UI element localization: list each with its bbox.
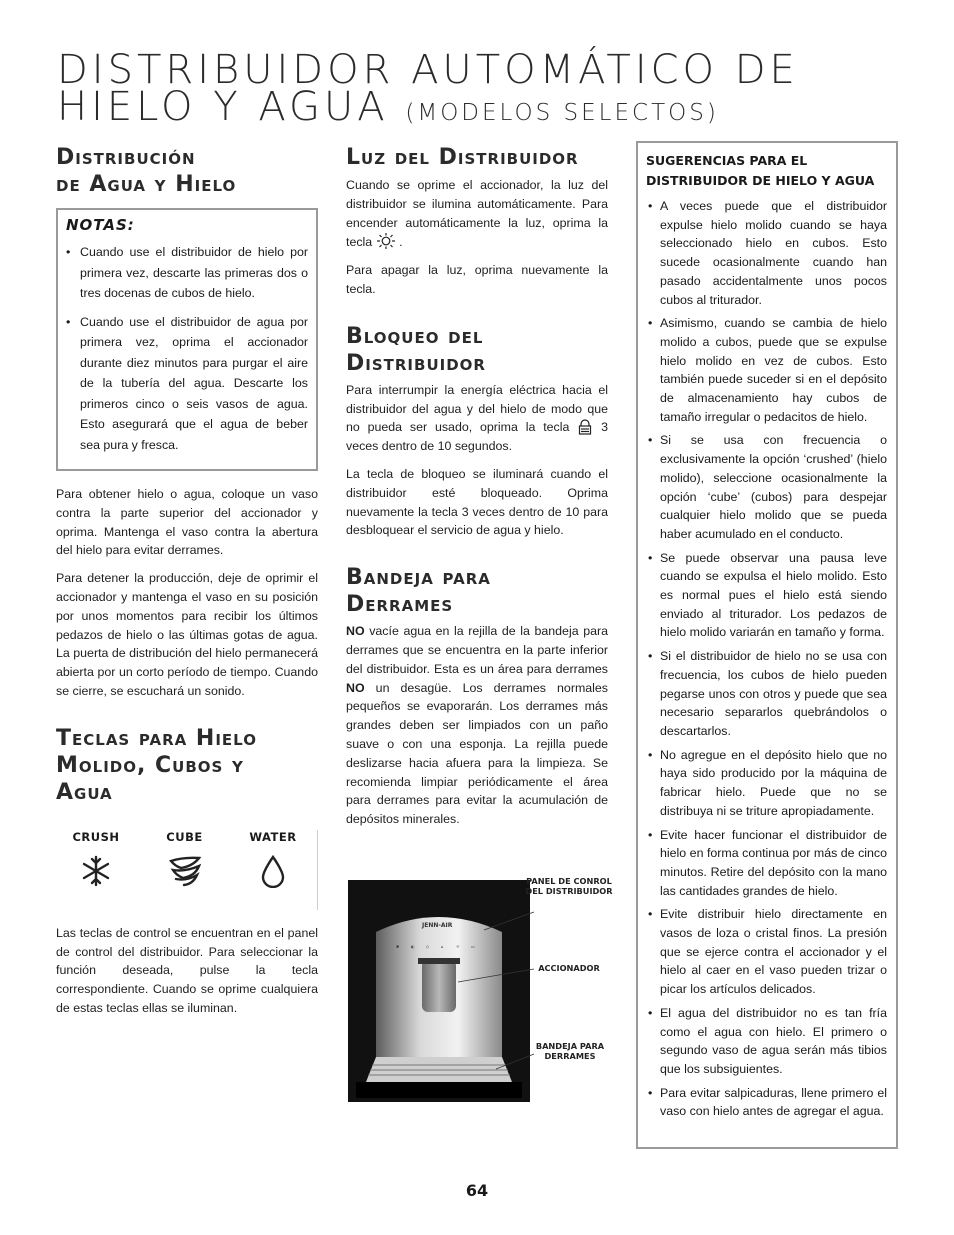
paragraph: Para interrumpir la energía eléctrica hacia el distribuidor del agua y del hielo de modo que no pueda ser usado, oprima la tecla 3 veces dentro de 10 segundos. <box>346 382 608 454</box>
callout-accionador: ACCIONADOR <box>538 963 600 973</box>
svg-text:☼: ☼ <box>456 944 460 949</box>
page-number: 64 <box>465 1181 489 1200</box>
snowflake-icon <box>79 854 113 888</box>
water-key-label: WATER <box>249 829 297 844</box>
lock-icon <box>577 419 593 435</box>
title-subtitle: (MODELOS SELECTOS) <box>405 100 719 126</box>
dispenser-keys <box>56 830 318 910</box>
column-1 <box>56 144 318 1027</box>
paragraph: NO vacíe agua en la rejilla de la bandeja para derrames que se encuentra en la parte inferior del distribuidor. Esta es un área para derrames NO un desagüe. Los derrames normales pequeños se evaporarán. Los derrames más grandes deben ser limpiados con un paño suave o con una esponja. La rejilla puede deslizarse hacia afuera para la limpieza. Se recomienda limpiar periódicamente el área para derrames para evitar la acumulación de depósitos minerales. <box>346 624 608 827</box>
crush-key-label: CRUSH <box>72 829 120 844</box>
tip-item: • Evite distribuir hielo directamente en vasos de loza o cristal finos. La presión que se ejerce contra el accionador y el hielo al caer en el vaso pueden trizar o picar los artículos delicados. <box>646 905 887 999</box>
callout-bandeja: BANDEJA PARA DERRAMES <box>535 1041 605 1061</box>
notes-title: NOTAS: <box>66 216 135 234</box>
heading-bandeja: Bandeja para Derrames <box>346 565 491 618</box>
heading-luz: Luz del Distribuidor <box>346 145 579 170</box>
tip-item: • Si el distribuidor de hielo no se usa con frecuencia, los cubos de hielo pueden pegarse unos con otros y puede que sea necesario separarlos quebrándolos o descartarlos. <box>646 647 887 741</box>
notes-box <box>56 208 318 471</box>
cube-key[interactable] <box>145 830 225 910</box>
title-line-1: DISTRIBUIDOR AUTOMÁTICO DE <box>57 47 799 93</box>
heading-bloqueo: Bloqueo del Distribuidor <box>346 323 486 376</box>
paragraph: La tecla de bloqueo se iluminará cuando el distribuidor esté bloqueado. Oprima nuevamente la tecla 3 veces dentro de 10 para desbloquear el servicio de agua y hielo. <box>346 466 608 538</box>
water-key[interactable] <box>233 830 313 910</box>
svg-text:◇: ◇ <box>426 944 430 949</box>
paragraph: Para detener la producción, deje de oprimir el accionador y mantenga el vaso en su posición por unos momentos para recibir los últimos pedazos de hielo o las últimas gotas de agua. La puerta de distribución del hielo permanecerá abierta por un corto período de tiempo. Cuando se cierre, se escuchará un sonido. <box>56 571 318 698</box>
heading-distribucion: Distribución de Agua y Hielo <box>56 145 237 197</box>
callout-panel: PANEL DE CONROL DEL DISTRIBUIDOR <box>525 876 613 896</box>
tips-sidebar <box>636 141 898 1149</box>
dispenser-illustration <box>346 872 616 1107</box>
svg-text:▭: ▭ <box>471 944 475 949</box>
cube-key-label: CUBE <box>166 829 203 844</box>
tip-item: • Asimismo, cuando se cambia de hielo molido a cubos, puede que se expulse hielo molido en vez de cubos. Esto también puede suceder si en el depósito de almacenamiento hay cubos de tamaño irregular o pedacitos de hielo. <box>646 314 887 426</box>
brand-label: JENN-AIR <box>422 922 453 929</box>
ice-cube-icon <box>167 854 203 888</box>
crush-key[interactable] <box>56 830 136 910</box>
heading-teclas: Teclas para Hielo Molido, Cubos y Agua <box>56 725 257 805</box>
svg-text:◐: ◐ <box>411 944 415 949</box>
tip-item: • Si se usa con frecuencia o exclusivamente la opción ‘crushed’ (hielo molido), seleccione ocasionalmente la opción ‘cube’ (cubos) para despejar cualquier hielo molido que se pueda haber acumulado en el conducto. <box>646 431 887 543</box>
dispenser-diagram <box>346 872 616 1107</box>
light-bulb-icon <box>376 232 396 250</box>
column-2 <box>346 144 608 838</box>
tip-item: • No agregue en el depósito hielo que no haya sido producido por la máquina de fabricar hielo. Puede que no se distribuya ni se triture apropiadamente. <box>646 746 887 821</box>
note-item: • Cuando use el distribuidor de hielo por primera vez, descarte las primeras dos o tres docenas de cubos de hielo. <box>66 242 308 304</box>
tip-item: • Evite hacer funcionar el distribuidor de hielo en forma continua por más de cinco minutos. Retire del depósito con la mano las cantidades grandes de hielo. <box>646 826 887 901</box>
title-line-2: HIELO Y AGUA <box>57 84 389 130</box>
tip-item: • Se puede observar una pausa leve cuando se expulsa el hielo molido. Esto es normal pues el hielo está siendo enviado al triturador. Los pedazos de hielo molido variarán en tamaño y forma. <box>646 549 887 643</box>
page-title <box>57 47 917 132</box>
water-drop-icon <box>258 854 288 888</box>
paragraph: Cuando se oprime el accionador, la luz del distribuidor se ilumina automáticamente. Para encender automáticamente la luz, oprima la tecla . <box>346 178 608 250</box>
paragraph: Para obtener hielo o agua, coloque un vaso contra la parte superior del accionador y oprima. Mantenga el vaso contra la abertura del hielo para evitar derrames. <box>56 487 318 558</box>
paragraph: Para apagar la luz, oprima nuevamente la tecla. <box>346 263 608 296</box>
tip-item: • Para evitar salpicaduras, llene primero el vaso con hielo antes de agregar el agua. <box>646 1084 887 1121</box>
paragraph: Las teclas de control se encuentran en el panel de control del distribuidor. Para seleccionar la función deseada, pulse la tecla correspondiente. Cuando se oprime cualquiera de estas teclas ellas se iluminan. <box>56 925 318 1015</box>
sidebar-title: SUGERENCIAS PARA EL DISTRIBUIDOR DE HIELO Y AGUA <box>646 153 875 188</box>
tip-item: • A veces puede que el distribuidor expulse hielo molido cuando se haya seleccionado hielo en cubos. Esto sucede ocasionalmente cuando han pasado accidentalmente unos pocos cubos al triturador. <box>646 197 887 309</box>
svg-text:✱: ✱ <box>396 944 400 949</box>
svg-text:⌂: ⌂ <box>441 944 444 949</box>
note-item: • Cuando use el distribuidor de agua por primera vez, oprima el accionador durante diez minutos para purgar el aire de la tubería del agua. Descarte los primeros cinco o seis vasos de agua. Esto asegurará que el agua de beber sea pura y fresca. <box>66 312 308 456</box>
tip-item: • El agua del distribuidor no es tan fría como el agua con hielo. El primero o segundo vaso de agua serán más tibios que los subsiguientes. <box>646 1004 887 1079</box>
